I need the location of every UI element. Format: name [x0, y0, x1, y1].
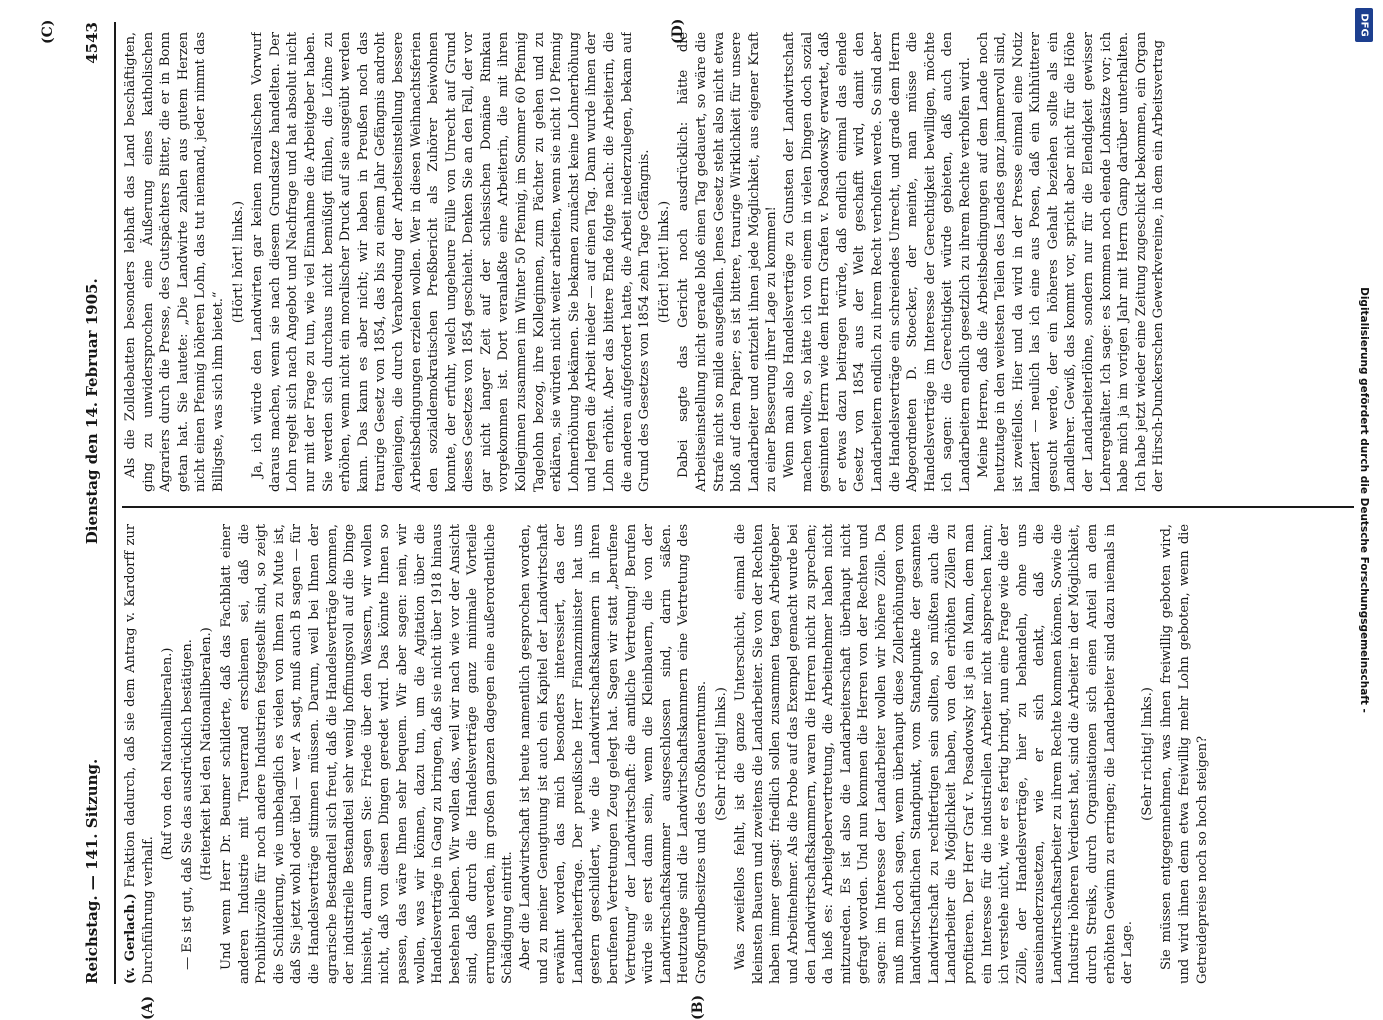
interjection: (Hört! hört! links.)	[230, 200, 246, 324]
speaker-name: (v. Gerlach.)	[123, 887, 138, 984]
paragraph-text: Meine Herren, daß die Arbeitsbedingungen auf dem Lande noch heutzutage in den weitesten Teilen des Landes ganz jammervoll sind, ist zweifellos. Hier und da wird in der Presse einmal eine Notiz lanziert — neulich las ich eine aus Posen, daß ein Kuhhütterer gesucht werde, der ein höheres Gehalt beziehen sollte als ein Landlehrer. Gewiß, das kommt vor, spricht aber nicht für die Höhe der Landarbeiterlöhne, sondern nur für die Elendigkeit gewisser Lehrergehälter. Ich sage: es kommen noch elende Lohnsätze vor; ich habe mich ja im vorigen Jahr mit Herrn Gamp darüber unterhalten. Ich habe jetzt wieder eine Zeitung zugeschickt bekommen, ein Organ der Hirsch-Dunckerschen Gewerkvereine, in dem ein Arbeitsvertrag	[975, 32, 1167, 492]
paragraph	[781, 32, 975, 492]
paragraph	[122, 524, 157, 984]
paragraph-text: Aber die Landwirtschaft ist heute namentlich gesprochen worden, und zu meiner Genugtuung ist auch ein Kapitel der Landwirtschaft erwähnt worden, das mich besonders interessiert, das der Landarbeiterfrage. Der preußische Herr Finanzminister hat uns gestern geschildert, wie die Landwirtschaftskammern in ihren berufenen Vertretungen Zeug gelegt hat. Sagen wir statt „berufene Vertretung“ der Landwirtschaft: die amtliche Vertretung! Berufen würde sie erst dann sein, wenn die Kleinbauern, die von der Landwirtschaftskammer ausgeschlossen sind, darin säßen. Heutzutage sind die Landwirtschaftskammern eine Vertretung des Großgrundbesitzes und des Großbauerntums.	[518, 524, 709, 984]
paragraph	[179, 524, 197, 984]
paragraph-text: Sie müssen entgegennehmen, was ihnen freiwillig geboten wird, und wird ihnen denn etwa freiwillig mehr Lohn geboten, wenn die Getreidepreise noch so hoch steigen?	[1159, 524, 1210, 984]
paragraph	[218, 524, 517, 984]
interjection: (Sehr richtig! links.)	[713, 687, 729, 821]
interjection: (Hört! hört! links.)	[656, 200, 672, 324]
margin-marker-c: (C)	[40, 19, 56, 44]
digitization-watermark	[1346, 0, 1382, 1000]
margin-marker-a: (A)	[140, 995, 156, 1020]
margin-marker-d: (D)	[670, 18, 686, 44]
interjection: (Heiterkeit bei den Nationalliberalen.)	[199, 627, 215, 881]
column-divider	[122, 506, 1354, 508]
header-date: Dienstag den 14. Februar 1905.	[83, 278, 101, 545]
paragraph	[517, 524, 711, 984]
paragraph-text: Als die Zolldebatten besonders lebhaft das Land beschäftigten, ging zu unwidersprochen eine Äußerung eines katholischen Agrariers durch die Presse, des Gutspächters Bitter, die er in Bonn getan hat. Sie lautete: „Die Landwirte zahlen aus gutem Herzen nicht einen Pfennig höheren Lohn, das tut niemand, jeder nimmt das Billigste, was sich ihm bietet.“	[123, 32, 226, 492]
paragraph	[1158, 524, 1211, 984]
paragraph-text: Fraktion dadurch, daß sie dem Antrag v. Kardorff zur Durchführung verhalf.	[123, 524, 156, 984]
paragraph	[732, 524, 1137, 984]
header-rule	[114, 22, 116, 984]
paragraph	[675, 32, 781, 492]
paragraph-text: Was zweifellos fehlt, ist die ganze Unterschicht, einmal die kleinsten Bauern und zweitens die Landarbeiter. Sie von der Rechten haben immer gesagt: friedlich sollen zusammen tagen Arbeitgeber und Arbeitnehmer. Als die Probe auf das Exempel gemacht wurde bei den Landwirtschaftskammern, waren die Herren nicht zu sprechen; da hieß es: Arbeitgebervertretung, die Arbeitnehmer haben nicht mitzureden. Es ist also die Landarbeiterschaft überhaupt nicht gefragt worden. Und nun kommen die Herren von der Rechten und sagen: im Interesse der Landarbeiter wollen wir höhere Zölle. Da muß man doch sagen, wenn überhaupt diese Zollerhöhungen vom landwirtschaftlichen Standpunkt, vom Standpunkte der gesamten Landwirtschaft zu rechtfertigen sein sollten, so müßten auch die Landarbeiter die Möglichkeit haben, von den erhöhten Zöllen zu profitieren. Der Herr Graf v. Posadowsky ist ja ein Mann, dem man ein Interesse für die industriellen Arbeiter nicht absprechen kann; ich verstehe nicht, wie er es fertig bringt, nun eine Frage wie die der Zölle, der Handelsverträge, hier zu behandeln, ohne uns auseinanderzusetzen, wie er sich denkt, daß die Landwirtschaftsarbeiter zu ihrem Rechte kommen können. Sowie die Industrie höheren Verdienst hat, sind die Arbeiter in der Möglichkeit, durch Streiks, durch Organisationen sich einen Anteil an dem erhöhten Gewinn zu erringen; die Landarbeiter sind dazu niemals in der Lage.	[733, 524, 1136, 984]
paragraph-text: Wenn man also Handelsverträge zu Gunsten der Landwirtschaft machen wollte, so hätte ich von einem in vielen Dingen doch sozial gesinnten Herrn wie dem Herrn Grafen v. Posadowsky erwartet, daß er etwas dazu beitragen würde, daß endlich einmal das elende Gesetz von 1854 aus der Welt geschafft wird, damit den Landarbeitern endlich zu ihrem Recht verholfen werde. So sind aber die Handelsverträge ein schreiendes Unrecht, und grade dem Herrn Abgeordneten D. Stoecker, der meinte, man müsse die Handelsverträge im Interesse der Gerechtigkeit bewilligen, möchte ich sagen: die Gerechtigkeit würde gebieten, daß auch den Landarbeitern endlich gesetzlich zu ihrem Rechte verholfen wird.	[781, 32, 973, 492]
interjection: (Ruf von den Nationalliberalen.)	[160, 647, 176, 861]
watermark-text: Digitalisierung gefördert durch die Deutsche Forschungsgemeinschaft -	[1358, 287, 1370, 713]
margin-marker-b: (B)	[690, 994, 706, 1020]
dfg-logo	[1355, 8, 1373, 42]
paragraph-text: Dabei sagte das Gericht noch ausdrücklich: hätte die Arbeitseinstellung nicht gerade bloß einen Tag gedauert, so wäre die Strafe nicht so milde ausgefallen. Jenes Gesetz steht also nicht etwa bloß auf dem Papier; es ist bittere, traurige Wirklichkeit für unsere Landarbeiter und entzieht ihnen jede Möglichkeit, aus eigener Kraft zu einer Besserung ihrer Lage zu kommen!	[676, 32, 780, 492]
paragraph	[122, 32, 228, 492]
paragraph	[975, 32, 1169, 492]
newspaper-page	[40, 18, 1360, 1020]
header-session: Reichstag. — 141. Sitzung.	[83, 758, 101, 984]
left-column	[122, 524, 1350, 984]
right-column	[122, 32, 1350, 492]
dfg-logo-text: DFG	[1358, 13, 1370, 37]
page-header	[70, 22, 114, 984]
paragraph-text: — Es ist gut, daß Sie das ausdrücklich bestätigen.	[179, 639, 195, 970]
paragraph-text: Und wenn Herr Dr. Beumer schilderte, daß das Fachblatt einer anderen Industrie mit Trauerrand erschienen sei, daß die Prohibitivzölle für noch andere Industrien festgestellt sind, so zeigt die Schilderung, wie unbehaglich es vielen von Ihnen zu Mute ist, daß Sie jetzt wohl oder übel — wer A sagt, muß auch B sagen — für die Handelsverträge stimmen müssen. Darum, weil bei Ihnen der agrarische Bestandteil sich freut, daß die Handelsverträge kommen, der industrielle Bestandteil sehr wenig hoffnungsvoll auf die Dinge hinsieht, darum sagen Sie: Friede über den Wassern, wir wollen nicht, daß von diesen Dingen geredet wird. Das könnte Ihnen so passen, das wäre Ihnen sehr bequem. Wir aber sagen: nein, wir wollen, was wir können, dazu tun, um die Agitation über die Handelsverträge in Gang zu bringen, daß sie nicht über 1918 hinaus bestehen bleiben. Wir wollen das, weil wir nach wie vor der Ansicht sind, daß durch die Handelsverträge ganz minimale Vorteile errungen werden, im großen ganzen dagegen eine außerordentliche Schädigung eintritt.	[218, 524, 516, 984]
paragraph	[249, 32, 654, 492]
paragraph-text: Ja, ich würde den Landwirten gar keinen moralischen Vorwurf daraus machen, wenn sie nach diesem Grundsatze handelten. Der Lohn regelt sich nach Angebot und Nachfrage und hat absolut nicht nur mit der Frage zu tun, wie viel Einnahme die Arbeitgeber haben. Sie werden sich durchaus nicht bemüßigt fühlen, die Löhne zu erhöhen, wenn nicht ein moralischer Druck auf sie ausgeübt werden kann. Das kann es aber nicht; wir haben in Preußen noch das traurige Gesetz von 1854, das bis zu einem Jahr Gefängnis androht denjenigen, die durch Verabredung der Arbeitseinstellung bessere Arbeitsbedingungen erzielen wollen. Wer in diesen Weihnachtsferien den sozialdemokratischen Preßbericht als Zuhörer beiwohnen konnte, der erfuhr, welch ungeheure Fülle von Unrecht auf Grund dieses Gesetzes von 1854 geschieht. Denken Sie an den Fall, der vor gar nicht langer Zeit auf der schlesischen Domäne Rimkau vorgekommen ist. Dort veranlaßte eine Arbeiterin, die mit ihren Kolleginnen zusammen im Winter 50 Pfennig, im Sommer 60 Pfennig Tagelohn bezog, ihre Kolleginnen, zum Pächter zu gehen und zu erklären, sie würden nicht weiter arbeiten, wenn sie nicht 10 Pfennig Lohnerhöhung bekämen. Sie bekamen zunächst keine Lohnerhöhung und legten die Arbeit nieder — auf einen Tag. Dann wurde ihnen der Lohn erhöht. Aber das bittere Ende folgte nach: die Arbeiterin, die die anderen aufgefordert hatte, die Arbeit niederzulegen, bekam auf Grund des Gesetzes von 1854 zehn Tage Gefängnis.	[250, 32, 653, 492]
interjection: (Sehr richtig! links.)	[1139, 687, 1155, 821]
page-number: 4543	[83, 22, 101, 64]
